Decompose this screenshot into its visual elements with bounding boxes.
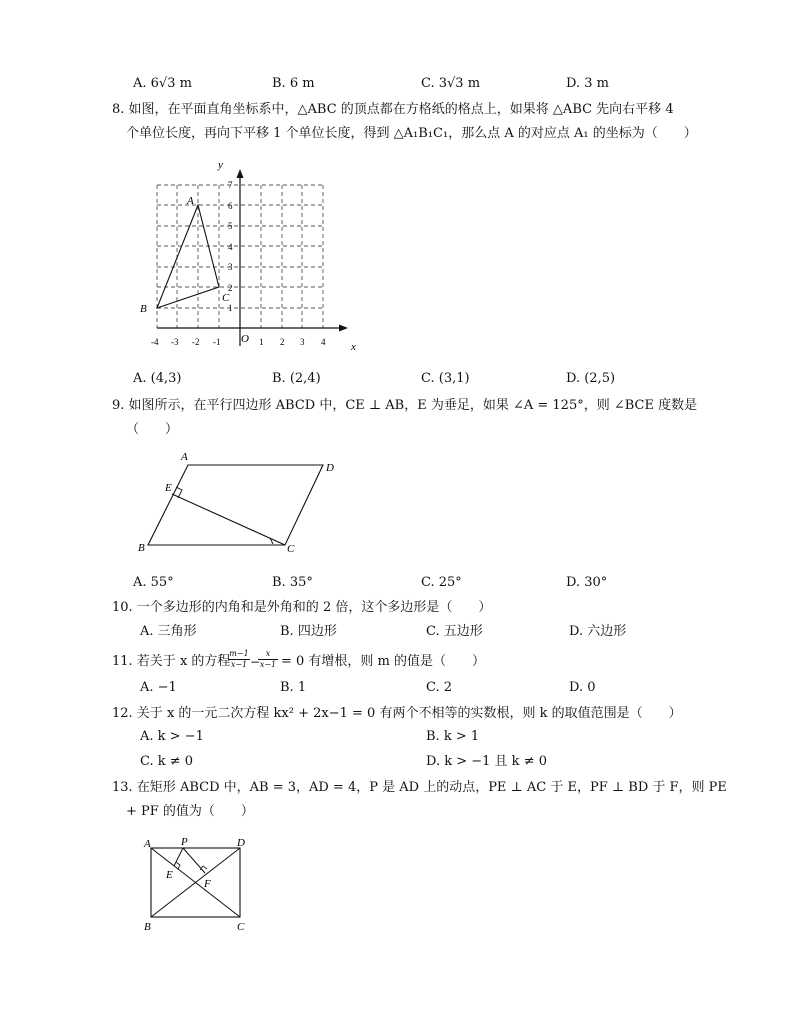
q11-text-suffix: = 0 有增根，则 m 的值是（ ） [281,654,486,669]
q9-text-line2: （ ） [126,422,179,437]
q10-option-c: C. 五边形 [426,624,483,639]
q11-option-c: C. 2 [426,680,453,695]
q10-text: 10. 一个多边形的内角和是外角和的 2 倍，这个多边形是（ ） [112,600,492,615]
q7-option-d: D. 3 m [566,76,609,91]
q11-text-prefix: 11. 若关于 x 的方程 [112,654,231,669]
q12-option-d: D. k > −1 且 k ≠ 0 [426,754,547,769]
q7-option-a: A. 6√3 m [133,76,192,91]
q8-x-tick: -3 [171,337,179,347]
q11-option-a: A. −1 [140,680,177,695]
q8-x-tick: 3 [300,337,305,347]
q8-x-tick: 2 [280,337,285,347]
q12-option-c: C. k ≠ 0 [140,754,194,769]
q9-option-d: D. 30° [566,575,608,590]
q8-point-c-label: C [222,292,230,304]
q8-option-d: D. (2,5) [566,371,616,386]
q8-coordinate-figure [130,156,360,356]
q8-point-b-label: B [140,303,147,315]
q11-option-b: B. 1 [280,680,307,695]
q9-label-a: A [181,451,188,463]
q9-parallelogram-abcd [148,465,323,545]
q8-option-c: C. (3,1) [421,371,470,386]
q13-label-d: D [237,837,245,849]
q10-option-b: B. 四边形 [280,624,337,639]
q8-y-tick: 7 [228,180,233,190]
q11-fraction-1-numerator: m−1 [229,649,249,658]
q8-option-a: A. (4,3) [133,371,182,386]
q11-fraction-2 [258,649,278,670]
q13-label-a: A [144,838,151,850]
q9-option-b: B. 35° [272,575,313,590]
q12-option-b: B. k > 1 [426,729,480,744]
q12-option-a: A. k > −1 [140,729,204,744]
q9-label-e: E [165,482,172,494]
q9-label-b: B [138,542,145,554]
q8-y-tick: 4 [228,242,233,252]
q8-x-axis-arrow [339,325,348,332]
q13-text-line2: + PF 的值为（ ） [126,804,254,819]
q8-y-tick: 2 [228,283,233,293]
q8-y-axis-label: y [218,159,223,171]
q11-fraction-2-denominator: x−1 [259,660,277,669]
q9-parallelogram-figure [130,448,350,560]
q8-point-a-label: A [187,195,194,207]
q13-segment-pf [183,848,205,873]
q9-option-c: C. 25° [421,575,462,590]
q9-option-a: A. 55° [133,575,174,590]
q9-label-d: D [326,462,334,474]
q11-option-d: D. 0 [569,680,596,695]
q7-option-c: C. 3√3 m [421,76,481,91]
q13-label-e: E [166,869,173,881]
q8-y-axis-arrow [237,169,244,178]
q13-rectangle-figure [136,834,256,934]
q8-x-tick: -4 [151,337,159,347]
q13-label-b: B [144,921,151,933]
q11-fraction-2-numerator: x [265,649,271,658]
q10-option-d: D. 六边形 [569,624,627,639]
q10-option-a: A. 三角形 [140,624,197,639]
q8-x-tick: 4 [321,337,326,347]
q12-text: 12. 关于 x 的一元二次方程 kx² + 2x−1 = 0 有两个不相等的实数根，则 k 的取值范围是（ ） [112,706,682,721]
q8-text-line2: 个单位长度，再向下平移 1 个单位长度，得到 △A₁B₁C₁，那么点 A 的对应点 A₁ 的坐标为（ ） [126,126,697,141]
q11-fraction-1-denominator: x−1 [228,659,250,670]
q13-segment-pe [174,848,183,866]
q8-triangle-abc [157,205,219,308]
q13-right-angle-f [200,866,207,870]
q8-origin-label: O [241,333,249,345]
q13-label-c: C [237,921,245,933]
q8-x-tick: 1 [259,337,264,347]
q8-y-tick: 5 [228,221,233,231]
q8-x-tick: -1 [213,337,221,347]
q8-x-axis-label: x [351,341,356,353]
q8-y-tick: 3 [228,262,233,272]
q8-option-b: B. (2,4) [272,371,321,386]
q9-segment-ce [172,494,285,545]
q9-text-line1: 9. 如图所示，在平行四边形 ABCD 中，CE ⊥ AB，E 为垂足，如果 ∠A = 125°，则 ∠BCE 度数是 [112,398,698,413]
q11-minus-sign: − [250,655,261,669]
q8-y-tick: 6 [228,201,233,211]
q8-y-tick: 1 [228,303,233,313]
q13-text-line1: 13. 在矩形 ABCD 中，AB = 3，AD = 4，P 是 AD 上的动点，PE ⊥ AC 于 E，PF ⊥ BD 于 F，则 PE [112,780,727,795]
q7-option-b: B. 6 m [272,76,315,91]
q13-label-p: P [181,836,188,848]
q13-label-f: F [204,878,211,890]
q8-text-line1: 8. 如图，在平面直角坐标系中，△ABC 的顶点都在方格纸的格点上，如果将 △ABC 先向右平移 4 [112,102,674,117]
q8-x-tick: -2 [192,337,200,347]
q11-fraction-1 [228,649,250,670]
q9-label-c: C [287,543,295,555]
